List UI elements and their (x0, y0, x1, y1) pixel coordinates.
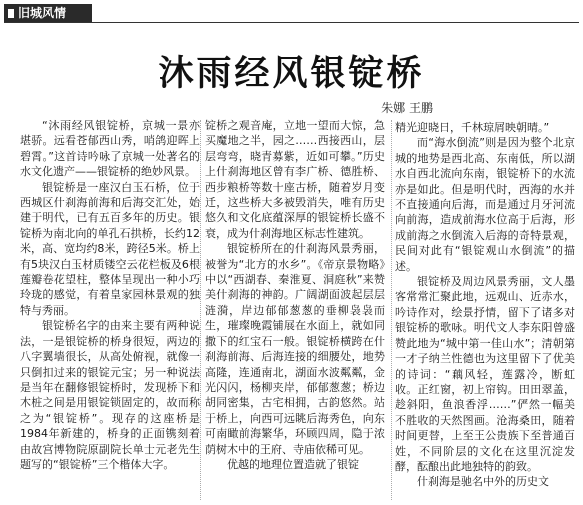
paragraph: 银锭桥及周边风景秀丽，文人墨客常常汇聚此地，远观山、近赤水，吟诗作对，绘景抒情，留下了诸多对银锭桥的歌咏。明代文人李东阳曾盛赞此地为“城中第一佳山水”；清朝第一才子纳兰性德也为这里留下了优美的诗词：“藕风轻，莲露冷，断虹收。正红窗，初上帘钩。田田翠盖，趁斜阳，鱼浪香浮……”俨然一幅美不胜收的天然图画。沧海桑田，随着时间更替，上至王公贵族下至普通百姓，不同阶层的文化在这里沉淀发酵，酝酿出此地独特的韵致。 (395, 275, 575, 473)
headline: 沐雨经风银锭桥 (158, 53, 425, 94)
paragraph: 锭桥之观音庵，立地一望而大惊，急买魔地之半，园之……西接西山，层层弯弯，晓青募紫，近如可攀。”历史上什刹海地区曾有李广桥、德胜桥、西步粮桥等数十座古桥，随着岁月变迁，这些桥大多被毁消失，唯有历史悠久和文化底蕴深厚的银锭桥长盛不衰，成为什刹海地区标志性建筑。 (205, 119, 385, 240)
top-rule (4, 22, 579, 23)
paragraph: 银锭桥名字的由来主要有两种说法，一是银锭桥的桥身很短，两边的八字翼墙很长，从高处俯视，就像一只倒扣过来的银锭元宝；另一种说法是当年在翻修银锭桥时，发现桥下和木桩之间是用银锭锁固定的，故而称之为“银锭桥”。现存的这座桥是1984年新建的，桥身的正面镌刻着由故宫博物院原副院长单士元老先生题写的“银锭桥”三个楷体大字。 (20, 319, 200, 471)
article-column-3 (395, 120, 575, 504)
section-tag: 旧城风情 (4, 4, 92, 23)
paragraph: 而“海水倒流”则是因为整个北京城的地势是西北高、东南低，所以湖水自西北流向东南，银锭桥下的水流亦是如此。但是明代时，西海的水并不直接通向后海，而是通过月牙河流向前海，造成前海水位高于后海，形成前海之水倒流入后海的奇特景观，民间对此有“银锭观山水倒流”的描述。 (395, 136, 575, 273)
paragraph: 什刹海是驰名中外的历史文 (417, 475, 549, 489)
paragraph: 精光迎晓日，千林琼屑映朝晴。” (395, 121, 550, 134)
paragraph: 银锭桥是一座汉白玉石桥，位于西城区什刹海前海和后海交汇处，始建于明代，已有五百多年的历史。银锭桥为南北向的单孔石拱桥，长约12米，高、宽均约8米，跨径5米。桥上有5块汉白玉材质镂空云花栏板及6根莲瓣卷花望柱，整体呈现出一种小巧玲珑的感觉，有着皇家园林景观的独特与秀丽。 (20, 180, 200, 317)
byline: 朱娜 王鹏 (381, 101, 433, 115)
paragraph: “沐雨经风银锭桥，京城一景亦堪骄。远看苍郁西山秀，哨鸽迎晖上碧霄。”这首诗吟咏了京城一处著名的水文化遗产——银锭桥的绝妙风景。 (20, 119, 200, 179)
paragraph: 优越的地理位置造就了银锭 (227, 457, 359, 471)
paragraph: 银锭桥所在的什刹海风景秀丽，被誉为“北方的水乡”。《帝京景物略》中以“西湖春、秦淮夏、洞庭秋”来赞美什刹海的神韵。广阔湖面波起层层涟漪，岸边郁郁葱葱的垂柳袅袅而生，璀璨晚霞铺展在水面上，就如同撒下的红宝石一般。银锭桥横跨在什刹海前海、后海连接的细腰处，地势高隆，连通南北，湖面水波粼粼，金光闪闪，杨柳夹岸，郁郁葱葱；桥边胡同密集，古宅相拥，古韵悠然。站于桥上，向西可远眺后海秀色，向东可南瞰前海繁华，环顾四周，隐于浓荫树木中的王府、寺庙依稀可见。 (205, 242, 385, 456)
column-divider (391, 120, 392, 500)
column-divider (200, 120, 201, 500)
article-column-2 (205, 118, 385, 502)
article-column-1 (20, 118, 200, 498)
